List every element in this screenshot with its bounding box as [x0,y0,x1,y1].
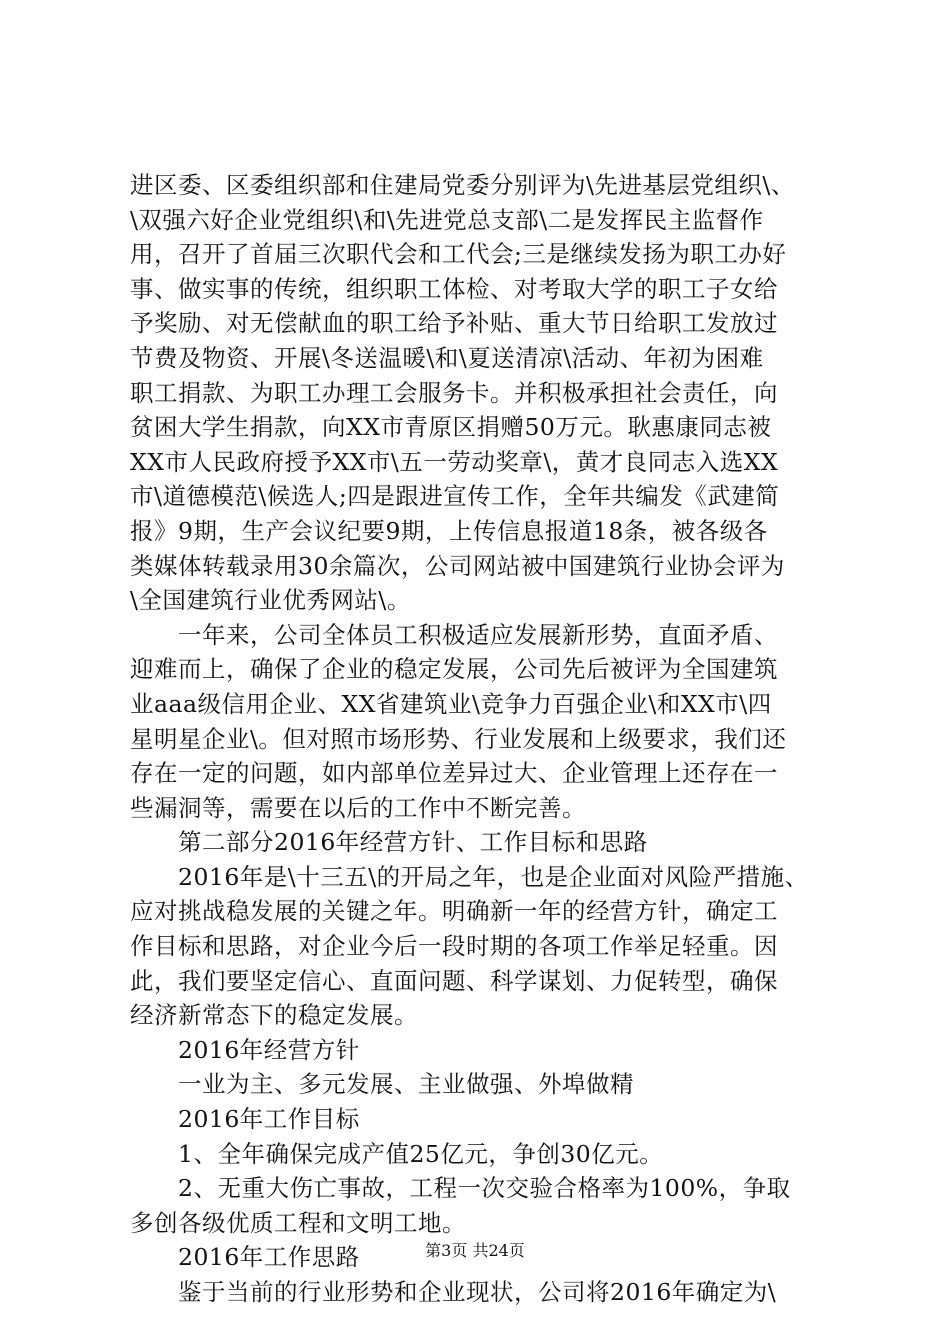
text-line: 类媒体转载录用30余篇次，公司网站被中国建筑行业协会评为 [130,551,785,580]
text-line: \双强六好企业党组织\和\先进党总支部\二是发挥民主监督作 [130,205,764,234]
text-line: 第二部分2016年经营方针、工作目标和思路 [130,828,648,857]
text-line: 鉴于当前的行业形势和企业现状，公司将2016年确定为\ [130,1278,777,1306]
text-line: 星明星企业\。但对照市场形势、行业发展和上级要求，我们还 [130,724,787,753]
text-line: 节费及物资、开展\冬送温暖\和\夏送清凉\活动、年初为困难 [130,343,764,372]
page-footer: 第3页 共24页 [425,1241,525,1260]
text-line: 1、全年确保完成产值25亿元，争创30亿元。 [130,1139,664,1168]
text-line: 事、做实事的传统，组织职工体检、对考取大学的职工子女给 [130,274,778,303]
text-line: 用，召开了首届三次职代会和工代会;三是继续发扬为职工办好 [130,240,787,269]
text-line: 一业为主、多元发展、主业做强、外埠做精 [130,1070,634,1099]
text-line: 2016年是\十三五\的开局之年，也是企业面对风险严措施、 [130,862,809,891]
document-body [130,168,830,1310]
text-line: 2016年工作思路 [130,1243,360,1272]
text-line: 此，我们要坚定信心、直面问题、科学谋划、力促转型，确保 [130,966,778,995]
text-line: \全国建筑行业优秀网站\。 [130,586,411,615]
text-line: XX市人民政府授予XX市\五一劳动奖章\，黄才良同志入选XX [130,447,779,476]
text-line: 贫困大学生捐款，向XX市青原区捐赠50万元。耿惠康同志被 [130,413,772,442]
text-line: 予奖励、对无偿献血的职工给予补贴、重大节日给职工发放过 [130,309,778,338]
text-line: 些漏洞等，需要在以后的工作中不断完善。 [130,793,586,822]
text-line: 2016年工作目标 [130,1105,360,1134]
text-line: 经济新常态下的稳定发展。 [130,1001,418,1030]
text-line: 一年来，公司全体员工积极适应发展新形势，直面矛盾、 [130,620,778,649]
text-line: 业aaa级信用企业、XX省建筑业\竞争力百强企业\和XX市\四 [130,689,772,718]
text-line: 报》9期，生产会议纪要9期，上传信息报道18条，被各级各 [130,516,768,545]
text-line: 存在一定的问题，如内部单位差异过大、企业管理上还存在一 [130,759,778,788]
text-line: 多创各级优质工程和文明工地。 [130,1208,466,1237]
text-line: 进区委、区委组织部和住建局党委分别评为\先进基层党组织\、 [130,171,795,199]
text-line: 迎难而上，确保了企业的稳定发展，公司先后被评为全国建筑 [130,655,778,684]
text-line: 2016年经营方针 [130,1035,360,1064]
text-line: 2、无重大伤亡事故，工程一次交验合格率为100%，争取 [130,1174,791,1203]
text-line: 作目标和思路，对企业今后一段时期的各项工作举足轻重。因 [130,932,778,961]
text-line: 职工捐款、为职工办理工会服务卡。并积极承担社会责任，向 [130,378,778,407]
text-line: 应对挑战稳发展的关键之年。明确新一年的经营方针，确定工 [130,897,778,926]
text-line: 市\道德模范\候选人;四是跟进宣传工作，全年共编发《武建简 [130,482,780,511]
